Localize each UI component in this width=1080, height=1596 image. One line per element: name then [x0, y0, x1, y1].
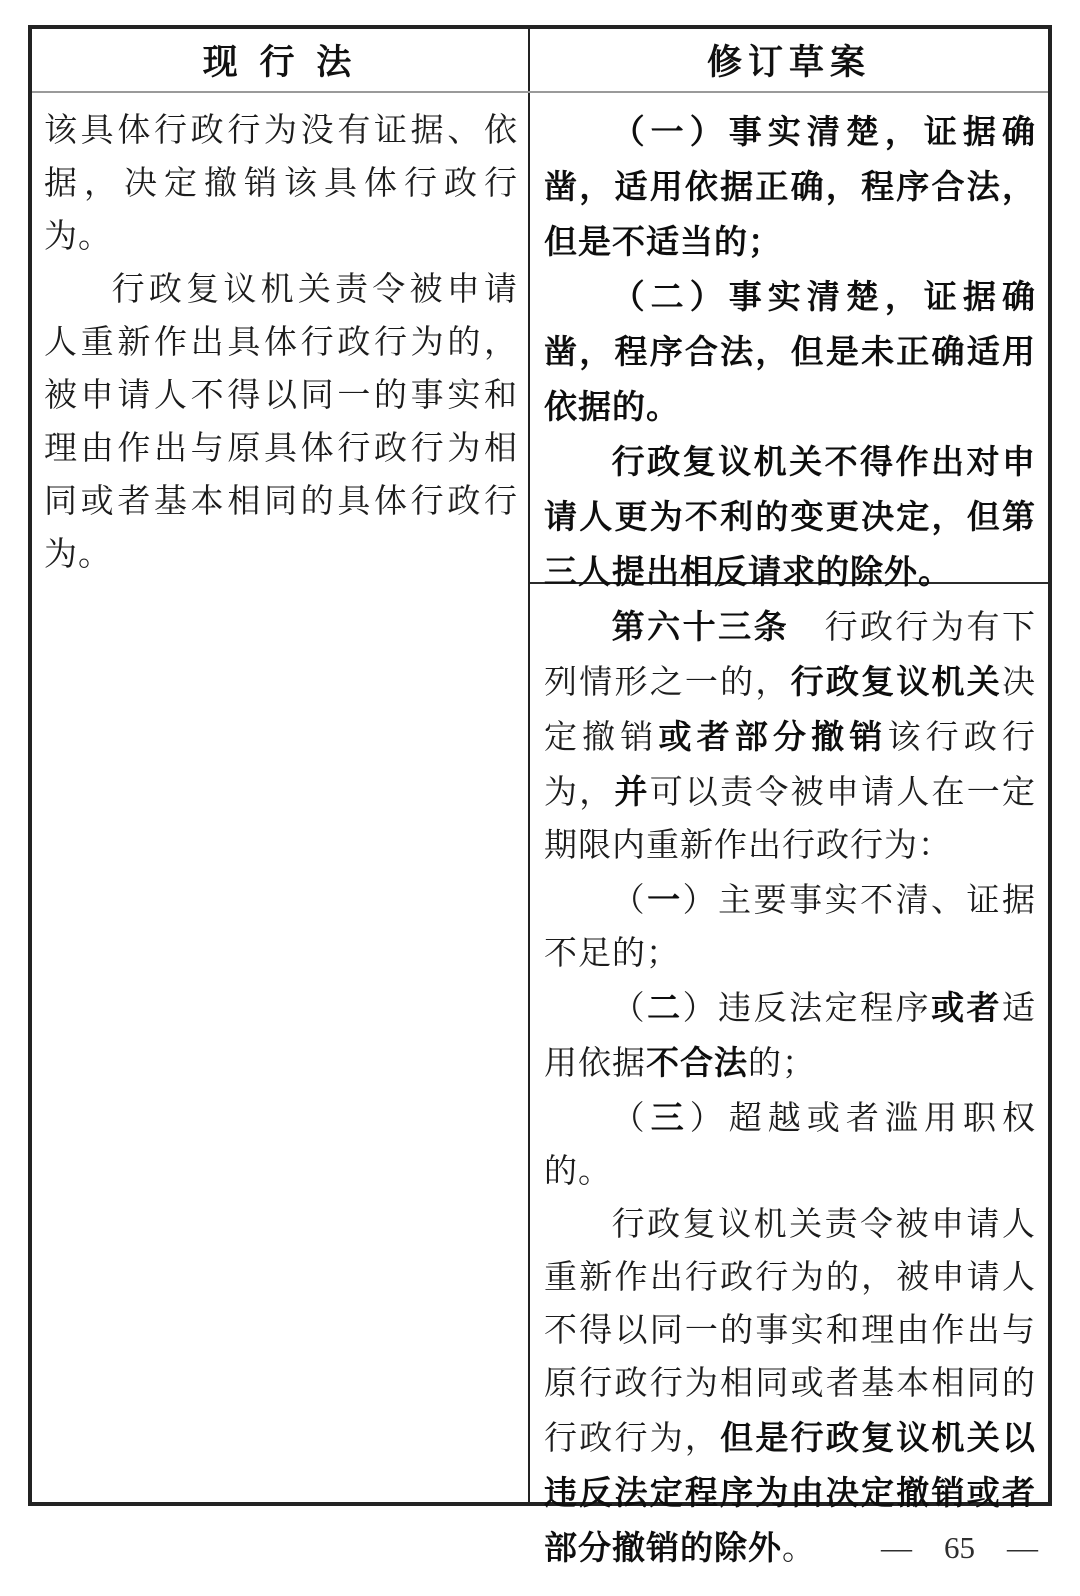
text-segment: 适用依据 — [544, 991, 1037, 1082]
text-segment-emphasis: （二）事实清楚，证据确凿，程序合法，但是未正确适用依据的。 — [544, 278, 1036, 425]
text-segment-emphasis: 或者部分撤销 — [658, 718, 888, 755]
text-segment: ）违反法定程序 — [682, 991, 932, 1027]
text-segment: ）超越或者滥用职权的。 — [544, 1101, 1037, 1190]
header-cell-draft: 修订草案 — [706, 43, 871, 82]
text-segment: （ — [611, 991, 648, 1027]
paragraph — [544, 270, 1036, 435]
text-segment-emphasis: 但是行政复议机关以违反法定程序为由决定撤销或者部分撤销的除外 — [544, 1419, 1037, 1566]
draft-cell-article-63 — [530, 584, 1048, 1576]
paragraph — [544, 600, 1036, 873]
paragraph — [544, 873, 1036, 981]
text-segment-emphasis: 不合法 — [646, 1044, 748, 1081]
text-segment: 该具体行政行为没有证据、依据，决定撤销该具体行政行为。 — [44, 113, 518, 255]
paragraph — [544, 435, 1036, 600]
text-segment: 决定撤销 — [544, 665, 1037, 756]
page-number — [881, 1530, 1038, 1566]
paragraph — [544, 981, 1036, 1091]
text-segment-emphasis: 并 — [614, 773, 650, 810]
text-segment-emphasis: （一）事实清楚，证据确凿，适用依据正确，程序合法，但是不适当的； — [544, 113, 1036, 260]
paragraph — [44, 105, 518, 264]
text-segment-emphasis: 行政复议机关不得作出对申请人更为不利的变更决定，但第三人提出相反请求的除外。 — [544, 443, 1036, 590]
text-segment-emphasis: 或者 — [931, 989, 1003, 1026]
page-number-dash-left: — — [881, 1530, 912, 1565]
text-segment-emphasis: 行政复议机关 — [790, 663, 1003, 700]
text-segment: 该行政行为， — [544, 720, 1037, 811]
text-segment: 行政行为有下列情形之一的， — [544, 610, 1037, 701]
text-segment-emphasis: 第六十三条 — [611, 608, 790, 645]
page-number-dash-right: — — [1007, 1530, 1038, 1565]
draft-cell-continuation — [530, 93, 1048, 590]
text-segment: 的； — [748, 1046, 816, 1082]
page-number-value: 65 — [944, 1530, 975, 1565]
header-cell-current-law: 现 行 法 — [32, 29, 530, 91]
table-header-row — [32, 29, 1048, 93]
text-segment: （ — [611, 883, 648, 919]
text-segment: 行政复议机关责令被申请人重新作出具体行政行为的，被申请人不得以同一的事实和理由作出与原具体行政行为相同或者基本相同的具体行政行为。 — [44, 272, 518, 573]
text-segment: ）主要事实不清、证据不足的； — [544, 883, 1037, 972]
text-segment: 。 — [782, 1531, 816, 1567]
current-law-cell — [32, 93, 530, 1502]
paragraph — [544, 1091, 1036, 1199]
text-segment: 可以责令被申请人在一定期限内重新作出行政行为： — [544, 775, 1037, 864]
paragraph — [544, 1199, 1036, 1576]
text-segment-emphasis: 二 — [647, 989, 683, 1026]
text-segment-emphasis: 三 — [650, 1099, 690, 1136]
text-segment-emphasis: 一 — [647, 881, 683, 918]
paragraph — [44, 264, 518, 582]
paragraph — [544, 105, 1036, 270]
text-segment: 行政复议机关责令被申请人重新作出行政行为的，被申请人不得以同一的事实和理由作出与原行政行为相同或者基本相同的行政行为， — [544, 1207, 1036, 1457]
text-segment: （ — [611, 1101, 651, 1137]
